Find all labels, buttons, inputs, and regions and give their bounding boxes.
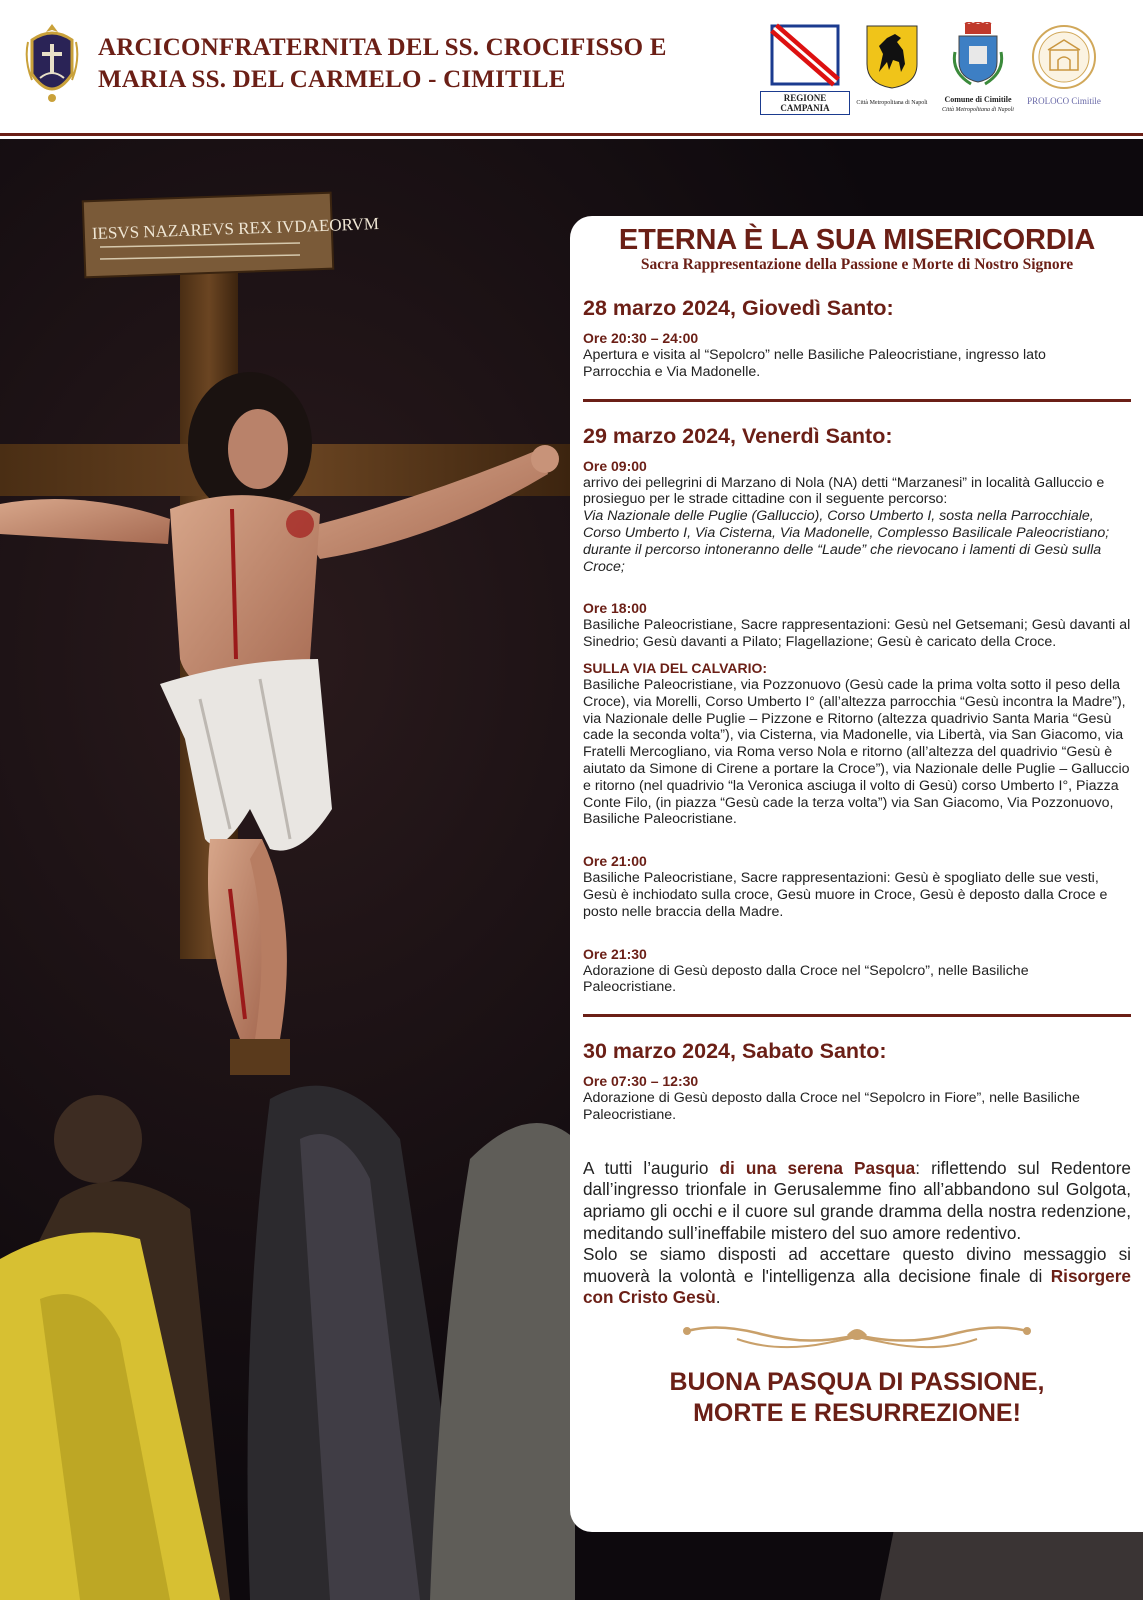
sponsor-logos <box>760 22 1130 122</box>
campania-label: REGIONE CAMPANIA <box>760 91 850 115</box>
final-line1: BUONA PASQUA DI PASSIONE, <box>669 1367 1045 1396</box>
day2-text1-route: Via Nazionale delle Puglie (Galluccio), Corso Umberto I, sosta nella Parrocchiale, Corso Umberto I, Via Cisterna, Via Madonelle, Complesso Basilicale Paleocristiano; durante il percorso intoneranno delle “Laude” che rievocano i lamenti di Gesù sulla Croce; <box>583 508 1110 575</box>
day2-text5: Adorazione di Gesù deposto dalla Croce nel “Sepolcro”, nelle Basiliche Paleocristiane. <box>583 962 1029 996</box>
closing-p2-a: Solo se siamo disposti ad accettare questo divino messaggio si muoverà la volontà e l'intelligenza alla decisione finale di <box>583 1244 1131 1286</box>
section-divider <box>583 399 1131 402</box>
final-greeting <box>583 1367 1131 1429</box>
titulus-text: IESVS NAZAREVS REX IVDAEORVM <box>91 214 380 244</box>
day3-heading: 30 marzo 2024, Sabato Santo: <box>583 1039 887 1064</box>
day2-time1: Ore 09:00 <box>583 457 647 474</box>
final-line2: MORTE E RESURREZIONE! <box>693 1398 1021 1427</box>
cimitile-coat-of-arms-icon <box>951 22 1005 88</box>
day1-heading: 28 marzo 2024, Giovedì Santo: <box>583 296 894 320</box>
closing-p2-highlight: Risorgere con Cristo Gesù <box>583 1265 1131 1308</box>
day2-calvario-heading: SULLA VIA DEL CALVARIO: <box>583 659 768 676</box>
proloco-seal-icon <box>1030 24 1098 90</box>
closing-p1-a: A tutti l’augurio <box>583 1157 720 1178</box>
org-title-line1: ARCICONFRATERNITA DEL SS. CROCIFISSO E <box>98 34 667 61</box>
day2-text1: arrivo dei pellegrini di Marzano di Nola (NA) detti “Marzanesi” in località Galluccio e prosieguo per le strade cittadine con il seguente percorso: <box>583 474 1105 508</box>
flourish-ornament-icon <box>677 1319 1037 1355</box>
org-title <box>98 32 698 96</box>
horse-shield-icon <box>865 24 919 90</box>
cimitile-name: Comune di Cimitile <box>944 95 1012 104</box>
logo-comune-cimitile <box>938 22 1018 113</box>
day2-text3: Basiliche Paleocristiane, via Pozzonuovo (Gesù cade la prima volta sotto il peso della Croce), via Morelli, Corso Umberto I° (all’altezza parrocchia “Gesù incontra la Madre”), via Nazionale delle Puglie – Pizzone e Ritorno (altezza quadrivio Santa Maria “Gesù cade la seconda volta”), via Cisterna, via Madonelle, via Libertà, via San Giacomo, via Fratelli Mercogliano, via Roma verso Nola e ritorno (all’altezza del quadrivio “Gesù è aiutato da Simone di Cirene a portare la Croce”), via Nazionale delle Puglie – Galluccio e ritorno (nel quadrivio “la Veronica asciuga il volto di Gesù) corso Umberto I°, Piazza Conte Filo, (in piazza “Gesù cade la terza volta”) via San Giacomo, Via Pozzonuovo, Basiliche Paleocristiane. <box>583 676 1130 828</box>
logo-citta-metropolitana <box>856 24 928 107</box>
day3-text1: Adorazione di Gesù deposto dalla Croce nel “Sepolcro in Fiore”, nelle Basiliche Paleocristiane. <box>583 1090 1080 1123</box>
org-title-line2: MARIA SS. DEL CARMELO - CIMITILE <box>98 66 566 93</box>
section-divider <box>583 1014 1131 1017</box>
closing-p1-b: : riflettendo sul Redentore dall’ingresso trionfale in Gerusalemme fino all’abbandono sul Golgota, apriamo gli occhi e il cuore sul grande dramma della nostra redenzione, meditando sull’ineffabile mistero del suo amore redentivo. <box>583 1157 1131 1243</box>
program-panel <box>570 216 1143 1532</box>
closing-p1-highlight: di una serena Pasqua <box>719 1157 916 1178</box>
closing-message <box>583 1158 1131 1309</box>
day2-text2: Basiliche Paleocristiane, Sacre rappresentazioni: Gesù nel Getsemani; Gesù davanti al Sinedrio; Gesù davanti a Pilato; Flagellazione; Gesù è caricato della Croce. <box>583 617 1131 651</box>
cimitile-label <box>938 95 1018 113</box>
cimitile-sub: Città Metropolitana di Napoli <box>942 107 1014 113</box>
day2-time2: Ore 18:00 <box>583 600 647 617</box>
main-title: ETERNA È LA SUA MISERICORDIA <box>618 224 1096 256</box>
logo-proloco-cimitile <box>1022 24 1106 106</box>
confraternity-crest-icon <box>24 20 80 108</box>
day1-time1: Ore 20:30 – 24:00 <box>583 330 699 346</box>
napoli-label: Città Metropolitana di Napoli <box>856 100 928 106</box>
campania-emblem-icon <box>768 22 842 88</box>
day3-time1: Ore 07:30 – 12:30 <box>583 1073 699 1090</box>
sub-title: Sacra Rappresentazione della Passione e Morte di Nostro Signore <box>640 256 1074 273</box>
day2-time5: Ore 21:30 <box>583 945 647 962</box>
closing-p2-b: . <box>715 1287 721 1308</box>
proloco-label: PROLOCO Cimitile <box>1027 96 1101 106</box>
day1-text1: Apertura e visita al “Sepolcro” nelle Basiliche Paleocristiane, ingresso lato Parrocchia e Via Madonelle. <box>583 347 1046 380</box>
day2-text4: Basiliche Paleocristiane, Sacre rappresentazioni: Gesù è spogliato delle sue vesti, Gesù è inchiodato sulla croce, Gesù muore in Croce, Gesù è deposto dalla Croce e posto nelle braccia della Madre. <box>583 870 1108 920</box>
header <box>0 0 1143 136</box>
day2-time4: Ore 21:00 <box>583 853 647 870</box>
day2-heading: 29 marzo 2024, Venerdì Santo: <box>583 423 893 448</box>
logo-regione-campania <box>760 22 850 115</box>
